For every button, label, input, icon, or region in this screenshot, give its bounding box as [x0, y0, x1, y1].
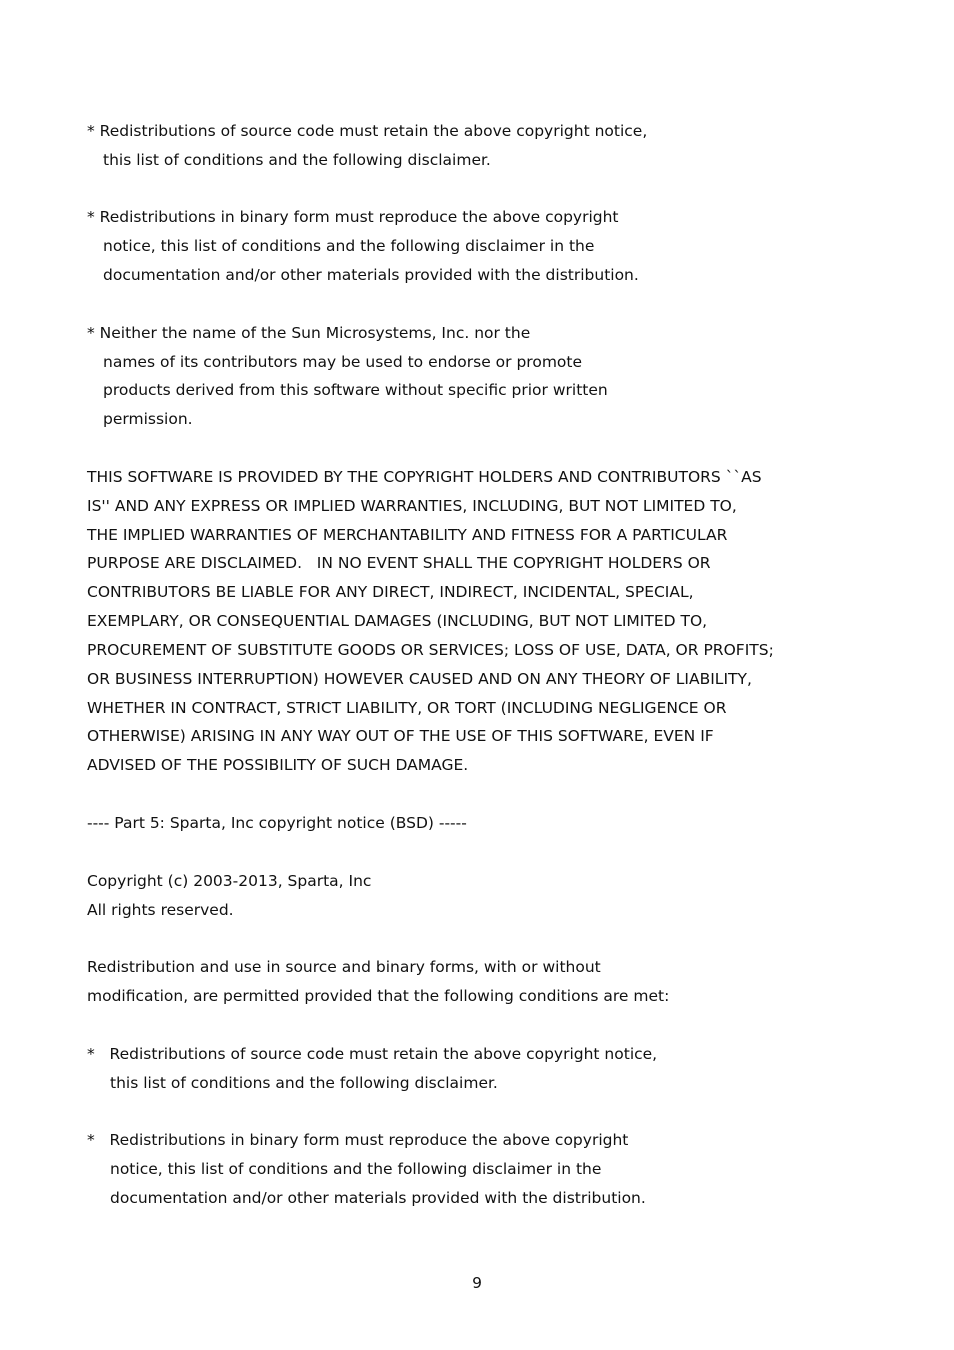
- text-line: All rights reserved.: [87, 901, 234, 919]
- page-number: 9: [472, 1274, 482, 1292]
- text-line: * Neither the name of the Sun Microsystems, Inc. nor the: [87, 324, 531, 342]
- text-line: THIS SOFTWARE IS PROVIDED BY THE COPYRIGHT HOLDERS AND CONTRIBUTORS ``AS: [87, 468, 762, 486]
- text-line: permission.: [103, 410, 193, 428]
- text-line: Copyright (c) 2003-2013, Sparta, Inc: [87, 872, 372, 890]
- text-line: notice, this list of conditions and the following disclaimer in the: [103, 237, 595, 255]
- text-line: * Redistributions in binary form must reproduce the above copyright: [87, 208, 619, 226]
- text-line: Redistribution and use in source and binary forms, with or without: [87, 958, 601, 976]
- text-line: WHETHER IN CONTRACT, STRICT LIABILITY, OR TORT (INCLUDING NEGLIGENCE OR: [87, 699, 727, 717]
- text-line: * Redistributions of source code must retain the above copyright notice,: [87, 1045, 658, 1063]
- text-line: names of its contributors may be used to endorse or promote: [103, 353, 583, 371]
- text-line: documentation and/or other materials provided with the distribution.: [110, 1189, 646, 1207]
- text-line: modification, are permitted provided that the following conditions are met:: [87, 987, 670, 1005]
- text-line: ADVISED OF THE POSSIBILITY OF SUCH DAMAGE.: [87, 756, 469, 774]
- text-line: EXEMPLARY, OR CONSEQUENTIAL DAMAGES (INCLUDING, BUT NOT LIMITED TO,: [87, 612, 708, 630]
- text-line: this list of conditions and the following disclaimer.: [103, 151, 491, 169]
- text-line: products derived from this software without specific prior written: [103, 381, 608, 399]
- section-heading: ---- Part 5: Sparta, Inc copyright notice (BSD) -----: [87, 814, 467, 832]
- text-line: OR BUSINESS INTERRUPTION) HOWEVER CAUSED AND ON ANY THEORY OF LIABILITY,: [87, 670, 752, 688]
- text-line: PROCUREMENT OF SUBSTITUTE GOODS OR SERVICES; LOSS OF USE, DATA, OR PROFITS;: [87, 641, 774, 659]
- text-line: CONTRIBUTORS BE LIABLE FOR ANY DIRECT, INDIRECT, INCIDENTAL, SPECIAL,: [87, 583, 694, 601]
- text-line: PURPOSE ARE DISCLAIMED. IN NO EVENT SHALL THE COPYRIGHT HOLDERS OR: [87, 554, 711, 572]
- text-line: this list of conditions and the following disclaimer.: [110, 1074, 498, 1092]
- text-line: * Redistributions of source code must retain the above copyright notice,: [87, 122, 648, 140]
- text-line: * Redistributions in binary form must reproduce the above copyright: [87, 1131, 629, 1149]
- text-line: IS'' AND ANY EXPRESS OR IMPLIED WARRANTIES, INCLUDING, BUT NOT LIMITED TO,: [87, 497, 737, 515]
- text-line: notice, this list of conditions and the following disclaimer in the: [110, 1160, 602, 1178]
- text-line: OTHERWISE) ARISING IN ANY WAY OUT OF THE USE OF THIS SOFTWARE, EVEN IF: [87, 727, 714, 745]
- text-line: THE IMPLIED WARRANTIES OF MERCHANTABILITY AND FITNESS FOR A PARTICULAR: [87, 526, 728, 544]
- text-line: documentation and/or other materials provided with the distribution.: [103, 266, 639, 284]
